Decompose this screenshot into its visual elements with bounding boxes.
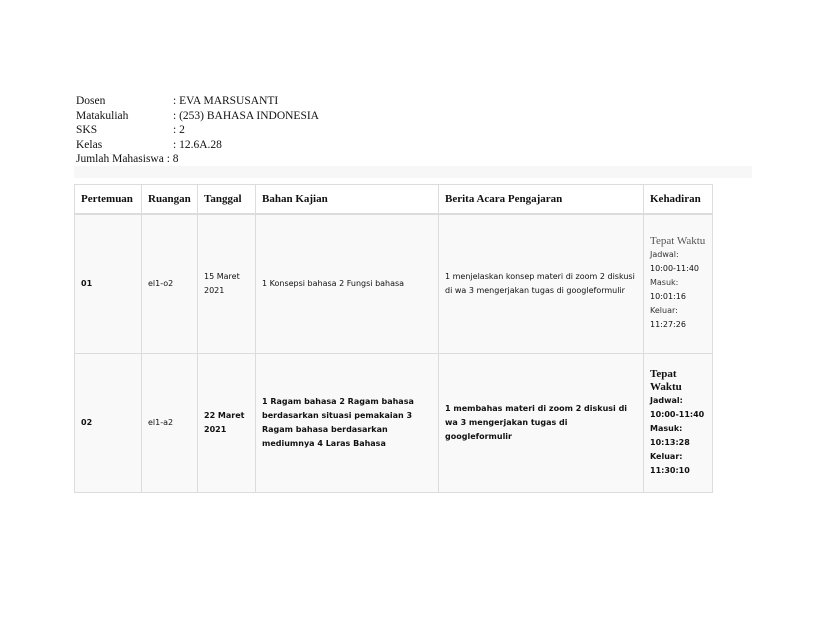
kehadiran-cell [644, 353, 713, 492]
keluar-label: Keluar: [650, 306, 678, 316]
jumlah-value: : 8 [166, 153, 179, 165]
keluar-label: Keluar: [650, 451, 683, 461]
jadwal-value: 10:00-11:40 [650, 409, 705, 419]
ruangan-cell: el1-a2 [142, 353, 198, 492]
column-header-berita-acara: Berita Acara Pengajaran [439, 185, 644, 215]
pertemuan-cell: 02 [75, 353, 142, 492]
jumlah-label: Jumlah Mahasiswa [76, 153, 164, 165]
column-header-tanggal: Tanggal [198, 185, 256, 215]
course-info-header [76, 94, 319, 167]
sks-label: SKS [76, 124, 98, 136]
matakuliah-label: Matakuliah [76, 109, 129, 122]
column-header-bahan-kajian: Bahan Kajian [256, 185, 439, 215]
keluar-value: 11:30:10 [650, 465, 690, 475]
table-row [75, 353, 713, 492]
dosen-label: Dosen [76, 95, 106, 107]
masuk-value: 10:13:28 [650, 437, 690, 447]
keluar-value: 11:27:26 [650, 320, 686, 330]
matakuliah-value: : (253) BAHASA INDONESIA [173, 109, 319, 122]
info-row-dosen [76, 94, 319, 109]
info-row-jumlah [76, 152, 319, 167]
tanggal-cell: 15 Maret 2021 [198, 214, 256, 353]
dosen-value: : EVA MARSUSANTI [173, 95, 279, 107]
pertemuan-cell: 01 [75, 214, 142, 353]
attendance-table [74, 184, 713, 493]
masuk-label: Masuk: [650, 423, 683, 433]
attendance-status: Tepat Waktu [650, 235, 706, 248]
header-band [74, 166, 752, 178]
table-row [75, 214, 713, 353]
ruangan-cell: el1-o2 [142, 214, 198, 353]
table-header-row [75, 185, 713, 215]
jadwal-value: 10:00-11:40 [650, 264, 699, 274]
masuk-value: 10:01:16 [650, 292, 686, 302]
berita-acara-cell: 1 membahas materi di zoom 2 diskusi di wa 3 mengerjakan tugas di googleformulir [439, 353, 644, 492]
kelas-label: Kelas [76, 138, 103, 151]
info-row-matakuliah [76, 109, 319, 124]
sks-value: : 2 [173, 124, 185, 136]
info-row-kelas [76, 138, 319, 153]
info-row-sks [76, 123, 319, 138]
jadwal-label: Jadwal: [650, 395, 683, 405]
kelas-value: : 12.6A.28 [173, 138, 222, 151]
attendance-status: Tepat Waktu [650, 367, 682, 393]
berita-acara-cell: 1 menjelaskan konsep materi di zoom 2 diskusi di wa 3 mengerjakan tugas di googleformulir [439, 214, 644, 353]
tanggal-cell: 22 Maret 2021 [198, 353, 256, 492]
kehadiran-cell [644, 214, 713, 353]
column-header-ruangan: Ruangan [142, 185, 198, 215]
column-header-kehadiran: Kehadiran [644, 185, 713, 215]
column-header-pertemuan: Pertemuan [75, 185, 142, 215]
bahan-kajian-cell: 1 Konsepsi bahasa 2 Fungsi bahasa [256, 214, 439, 353]
masuk-label: Masuk: [650, 278, 679, 288]
jadwal-label: Jadwal: [650, 250, 679, 260]
bahan-kajian-cell: 1 Ragam bahasa 2 Ragam bahasa berdasarkan situasi pemakaian 3 Ragam bahasa berdasarkan mediumnya 4 Laras Bahasa [256, 353, 439, 492]
